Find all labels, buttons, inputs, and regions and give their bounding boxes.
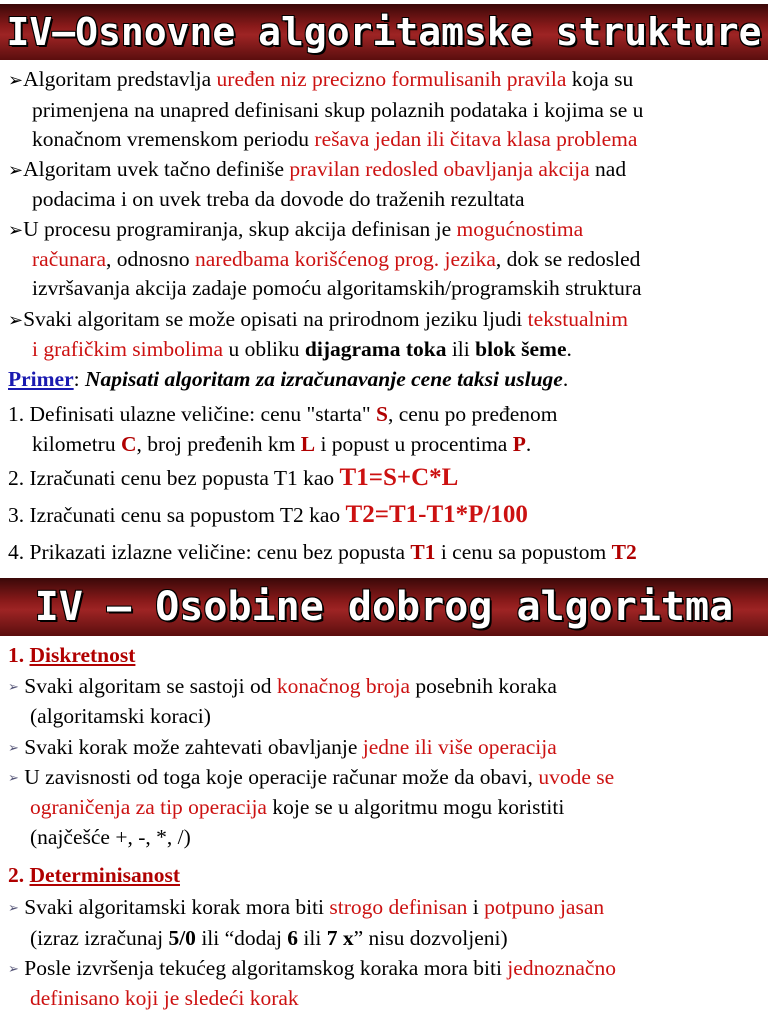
bullet-line [32, 124, 637, 154]
text: Svaki algoritam se može opisati na prirodnom jeziku ljudi [23, 307, 528, 331]
text: Algoritam predstavlja [23, 67, 217, 91]
variable: P [512, 432, 526, 456]
variable: T1 [410, 540, 436, 564]
slide2-title: IV – Osobine dobrog algoritma [34, 584, 734, 630]
step-line [8, 537, 637, 567]
highlight: uvode se [538, 765, 615, 789]
bullet-line [8, 892, 604, 926]
highlight: konačnog broja [276, 674, 411, 698]
highlight: naredbama korišćenog prog. jezika [195, 247, 496, 271]
text: . [525, 432, 532, 456]
text: ” nisu dozvoljeni) [353, 926, 508, 950]
variable: C [120, 432, 137, 456]
small-arrow-bullet-icon: ➢ [8, 680, 19, 695]
text: (izraz izračunaj [30, 926, 169, 950]
slide1-title-banner [0, 4, 768, 60]
step-line [8, 463, 458, 493]
highlight: mogućnostima [456, 217, 584, 241]
step-line [8, 399, 558, 429]
section-title: Determinisanost [29, 863, 180, 887]
bullet-line [8, 671, 557, 705]
bullet-line [8, 762, 614, 796]
text: ili [446, 337, 476, 361]
highlight: računara [32, 247, 106, 271]
arrow-bullet-icon: ➢ [8, 160, 24, 181]
bullet-line [8, 64, 633, 96]
section-heading [8, 640, 135, 670]
arrow-bullet-icon: ➢ [8, 220, 24, 241]
text: izvršavanja akcija zadaje pomoću algoritamskih/programskih struktura [32, 276, 642, 300]
text: i popust u procentima [315, 432, 513, 456]
formula: T2=T1-T1*P/100 [345, 501, 528, 528]
text: Svaki algoritam se sastoji od [24, 674, 277, 698]
text: , cenu po pređenom [387, 402, 558, 426]
text: nad [589, 157, 627, 181]
bullet-line [30, 983, 299, 1013]
text: . [562, 367, 569, 391]
highlight: rešava jedan ili čitava klasa problema [314, 127, 638, 151]
section-title: Diskretnost [29, 643, 136, 667]
text: (najčešće +, -, *, /) [30, 825, 191, 849]
text: U zavisnosti od toga koje operacije računar može da obavi, [24, 765, 539, 789]
bullet-line [30, 701, 211, 731]
bold-term: dijagrama toka [304, 337, 447, 361]
bullet-line [8, 154, 626, 186]
text: 4. Prikazati izlazne veličine: cenu bez popusta [8, 540, 411, 564]
highlight: ograničenja za tip operacija [30, 795, 267, 819]
text: i [467, 895, 485, 919]
highlight: tekstualnim [527, 307, 628, 331]
bold-term: 5/0 [168, 926, 196, 950]
text: . [566, 337, 572, 361]
step-line [8, 500, 528, 530]
small-arrow-bullet-icon: ➢ [8, 741, 19, 756]
text: i cenu sa popustom [435, 540, 612, 564]
highlight: strogo definisan [329, 895, 468, 919]
bullet-line [30, 822, 191, 852]
text: koje se u algoritmu mogu koristiti [266, 795, 565, 819]
primer-line [8, 364, 568, 394]
slide1-title: IV–Osnovne algoritamske strukture [6, 10, 762, 54]
bold-term: 7 x [326, 926, 354, 950]
text: 3. Izračunati cenu sa popustom T2 kao [8, 503, 346, 527]
text: (algoritamski koraci) [30, 704, 211, 728]
section-number: 1. [8, 643, 30, 667]
bold-term: blok šeme [475, 337, 567, 361]
text: Svaki algoritamski korak mora biti [24, 895, 330, 919]
highlight: definisano koji je sledeći korak [30, 986, 299, 1010]
text: posebnih koraka [410, 674, 557, 698]
text: primenjena na unapred definisani skup polaznih podataka i kojima se u [32, 98, 644, 122]
text: konačnom vremenskom periodu [32, 127, 315, 151]
section-number: 2. [8, 863, 30, 887]
text: Svaki korak može zahtevati obavljanje [24, 735, 363, 759]
highlight: uređen niz precizno formulisanih pravila [216, 67, 567, 91]
text: U procesu programiranja, skup akcija definisan je [23, 217, 457, 241]
primer-task: Napisati algoritam za izračunavanje cene taksi usluge [85, 367, 563, 391]
variable: T2 [611, 540, 637, 564]
highlight: i grafičkim simbolima [32, 337, 224, 361]
small-arrow-bullet-icon: ➢ [8, 962, 19, 977]
section-heading [8, 860, 180, 890]
highlight: potpuno jasan [484, 895, 605, 919]
highlight: pravilan redosled obavljanja akcija [289, 157, 590, 181]
text: : [73, 367, 86, 391]
text: ili [298, 926, 327, 950]
step-line [32, 429, 531, 459]
text: ili “dodaj [195, 926, 288, 950]
text: Posle izvršenja tekućeg algoritamskog koraka mora biti [24, 956, 508, 980]
text: podacima i on uvek treba da dovode do traženih rezultata [32, 187, 525, 211]
bullet-line [8, 953, 616, 987]
bullet-line [32, 334, 572, 364]
bullet-line [30, 792, 564, 822]
text: , odnosno [106, 247, 195, 271]
highlight: jedne ili više operacija [362, 735, 557, 759]
text: 1. Definisati ulazne veličine: cenu "starta" [8, 402, 376, 426]
bullet-line [32, 184, 525, 214]
small-arrow-bullet-icon: ➢ [8, 901, 19, 916]
bullet-line [32, 244, 640, 274]
arrow-bullet-icon: ➢ [8, 70, 24, 91]
variable: L [300, 432, 316, 456]
slide2-title-banner [0, 578, 768, 636]
arrow-bullet-icon: ➢ [8, 310, 24, 331]
small-arrow-bullet-icon: ➢ [8, 771, 19, 786]
bullet-line [8, 304, 628, 336]
text: Algoritam uvek tačno definiše [23, 157, 290, 181]
highlight: jednoznačno [507, 956, 616, 980]
bullet-line [32, 95, 643, 125]
text: koja su [566, 67, 634, 91]
formula: T1=S+C*L [339, 464, 459, 491]
variable: S [375, 402, 388, 426]
primer-label: Primer [8, 367, 74, 391]
text: 2. Izračunati cenu bez popusta T1 kao [8, 466, 340, 490]
bullet-line [8, 732, 557, 766]
text: kilometru [32, 432, 121, 456]
bullet-line [32, 273, 642, 303]
bold-term: 6 [287, 926, 299, 950]
text: , broj pređenih km [136, 432, 301, 456]
bullet-line [8, 214, 583, 246]
text: , dok se redosled [495, 247, 641, 271]
text: u obliku [223, 337, 305, 361]
bullet-line [30, 923, 508, 953]
